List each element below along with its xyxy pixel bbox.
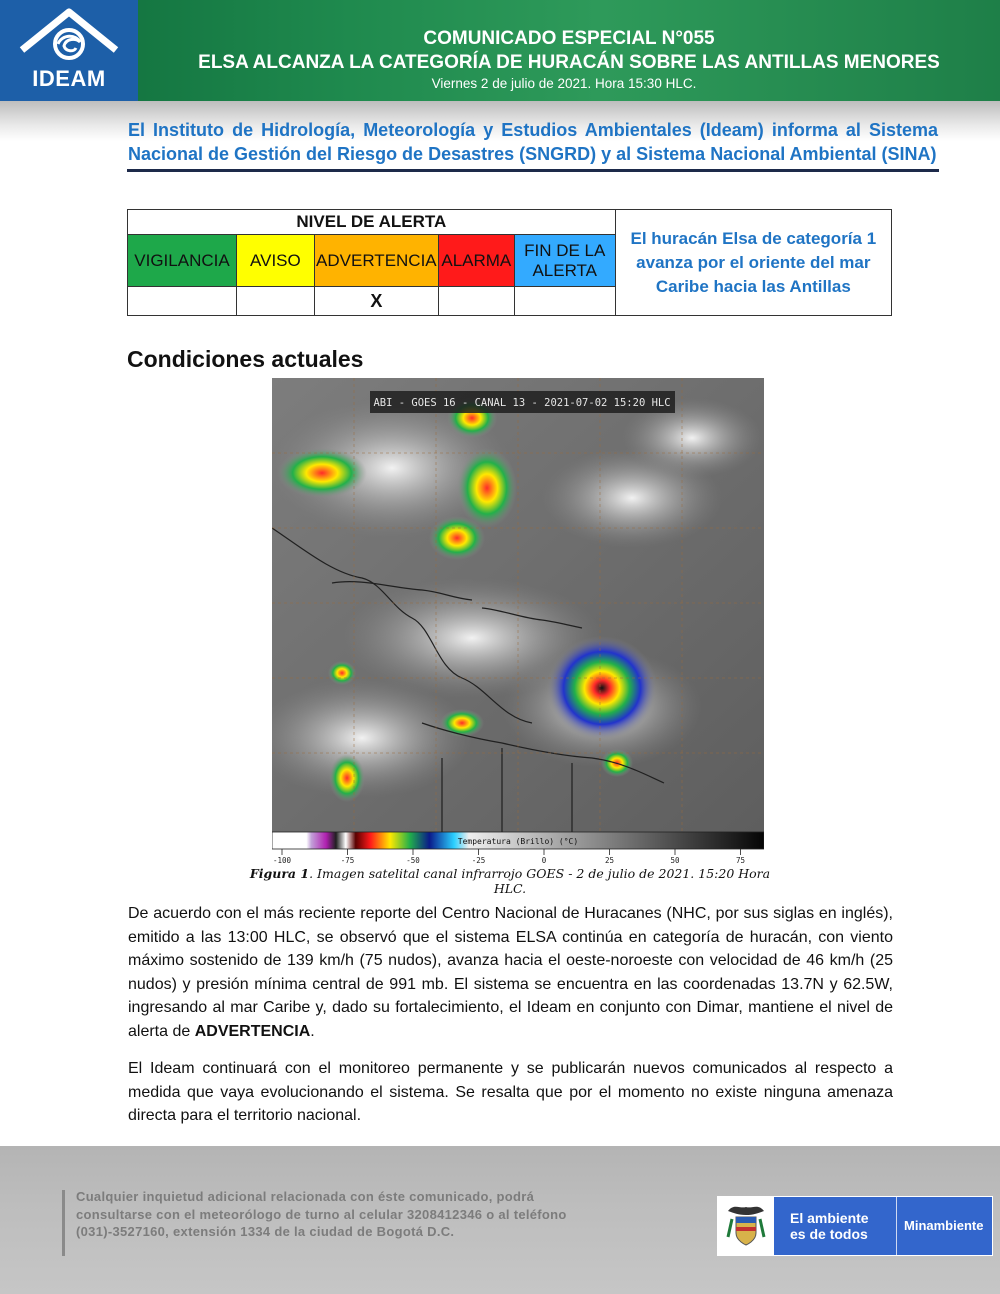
communique-title: ELSA ALCANZA LA CATEGORÍA DE HURACÁN SOBRE LAS ANTILLAS MENORES: [198, 52, 940, 73]
colorbar-ticks: [273, 849, 745, 865]
communique-date: Viernes 2 de julio de 2021. Hora 15:30 HLC.: [431, 76, 697, 91]
figure-caption-text: . Imagen satelital canal infrarrojo GOES - 2 de julio de 2021. 15:20 Hora HLC.: [309, 866, 771, 896]
alert-table-header: NIVEL DE ALERTA: [128, 210, 616, 235]
level-fin-alerta: FIN DE LA ALERTA: [514, 235, 615, 287]
ideam-emblem-icon: [14, 6, 124, 66]
gov-divider: [896, 1197, 897, 1255]
logo-text: IDEAM: [32, 66, 106, 91]
gov-slogan: [790, 1210, 869, 1242]
mark-aviso: [236, 287, 314, 316]
colorbar-tick-label: 50: [670, 856, 680, 865]
alert-level-emphasis: ADVERTENCIA: [194, 1022, 311, 1040]
colorbar-tick-label: 25: [604, 856, 615, 865]
level-alarma: ALARMA: [438, 235, 514, 287]
mark-advertencia: X: [314, 287, 438, 316]
colorbar-tick-label: -75: [340, 856, 355, 865]
colorbar-tick-label: -25: [471, 856, 486, 865]
level-aviso: AVISO: [236, 235, 314, 287]
intro-text: El Instituto de Hidrología, Meteorología y Estudios Ambientales (Ideam) informa al Sistema Nacional de Gestión del Riesgo de Desastres (SNGRD) y al Sistema Nacional Ambiental (SINA): [128, 120, 938, 164]
colorbar-label: Temperatura (Brillo) (°C): [457, 837, 579, 846]
footer-contact: Cualquier inquietud adicional relacionada con éste comunicado, podrá consultarse con el meteorólogo de turno al celular 3208412346 o al teléfono (031)-3527160, extensión 1334 de la ciudad de Bogotá D.C.: [76, 1189, 567, 1239]
report-paragraph-end: .: [310, 1022, 315, 1040]
temperature-colorbar: [272, 831, 764, 865]
ideam-logo: [0, 0, 138, 101]
level-vigilancia: VIGILANCIA: [128, 235, 237, 287]
mark-fin-alerta: [514, 287, 615, 316]
figure-caption-number: Figura 1: [249, 866, 310, 881]
colorbar-tick-label: 75: [735, 856, 746, 865]
mark-alarma: [438, 287, 514, 316]
mark-vigilancia: [128, 287, 237, 316]
coat-of-arms-icon: [718, 1197, 774, 1255]
divider: [127, 169, 939, 172]
section-title: Condiciones actuales: [127, 346, 364, 372]
footer-accent-bar: [62, 1190, 65, 1256]
monitoring-paragraph: El Ideam continuará con el monitoreo permanente y se publicarán nuevos comunicados al respecto a medida que vaya evolucionando el sistema. Se resalta que por el momento no existe ninguna amenaza directa para el territorio nacional.: [128, 1060, 893, 1124]
satellite-image: [272, 378, 764, 833]
colombia-coat-of-arms: [718, 1197, 774, 1255]
header-banner: [0, 0, 1000, 103]
gov-slogan-line2: es de todos: [790, 1226, 868, 1242]
communique-number: COMUNICADO ESPECIAL N°055: [423, 28, 715, 49]
alert-message: El huracán Elsa de categoría 1 avanza por el oriente del mar Caribe hacia las Antillas: [615, 210, 891, 316]
report-paragraph-text: De acuerdo con el más reciente reporte del Centro Nacional de Huracanes (NHC, por sus siglas en inglés), emitido a las 13:00 HLC, se observó que el sistema ELSA continúa en categoría de huracán, con viento máximo sostenido de 139 km/h (75 nudos), avanza hacia el oeste-noroeste con velocidad de 46 km/h (25 nudos) y presión mínima central de 991 mb. El sistema se encuentra en las coordenadas 13.7N y 62.5W, ingresando al mar Caribe y, dado su fortalecimiento, el Ideam en conjunto con Dimar, mantiene el nivel de alerta de: [128, 905, 893, 1040]
figure-caption: [247, 866, 773, 896]
ministry-name: Minambiente: [904, 1218, 984, 1233]
alert-level-table: [127, 209, 892, 316]
colorbar-tick-label: -50: [406, 856, 420, 865]
level-advertencia: ADVERTENCIA: [314, 235, 438, 287]
government-badge: [717, 1196, 993, 1256]
satellite-label: ABI - GOES 16 - CANAL 13 - 2021-07-02 15:20 HLC: [373, 397, 671, 409]
colorbar-tick-label: 0: [541, 856, 547, 865]
report-paragraph: [128, 902, 893, 1043]
colorbar-tick-label: -100: [272, 856, 292, 865]
footer: [0, 1146, 1000, 1294]
gov-slogan-line1: El ambiente: [790, 1210, 869, 1226]
